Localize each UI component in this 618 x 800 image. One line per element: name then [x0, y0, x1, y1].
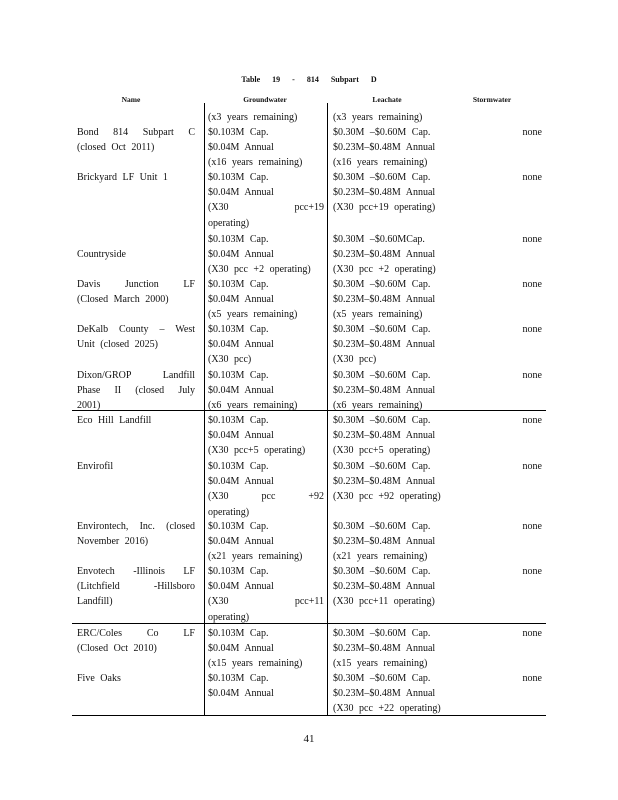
- cell-line: $0.23M–$0.48M Annual: [333, 430, 436, 442]
- cell-line: $0.30M –$0.60MCap.: [333, 234, 425, 245]
- cell-line: (X30 pcc+5 operating): [208, 445, 306, 457]
- cell-line: $0.04M Annual: [208, 187, 274, 199]
- cell-line: $0.30M –$0.60M Cap.: [333, 370, 431, 381]
- stormwater-cell: none: [522, 324, 542, 335]
- cell-line: $0.23M–$0.48M Annual: [333, 249, 436, 261]
- cell-line: (Litchfield -Hillsboro: [77, 581, 195, 593]
- cell-line: (Closed March 2000): [77, 294, 169, 306]
- leachate-cell: [333, 459, 469, 505]
- groundwater-cell: [208, 564, 328, 625]
- cell-line: (closed Oct 2011): [77, 142, 155, 154]
- cell-line: DeKalb County – West: [77, 324, 195, 335]
- leachate-cell: [333, 626, 469, 672]
- stormwater-cell: none: [522, 566, 542, 577]
- groundwater-cell: [208, 110, 328, 125]
- name-cell: [77, 626, 195, 656]
- cell-line: Bond 814 Subpart C: [77, 127, 195, 138]
- cell-line: $0.30M –$0.60M Cap.: [333, 673, 431, 684]
- groundwater-cell: [208, 277, 328, 323]
- cell-line: (X30 pcc +22 operating): [333, 703, 441, 715]
- leachate-cell: [333, 368, 469, 414]
- cell-line: (x3 years remaining): [333, 112, 423, 123]
- name-cell: [77, 671, 195, 686]
- cell-line: Five Oaks: [77, 673, 121, 684]
- cell-line: Phase II (closed July: [77, 385, 195, 397]
- stormwater-cell: none: [522, 370, 542, 381]
- name-cell: [77, 564, 195, 610]
- groundwater-cell: [208, 413, 328, 459]
- cell-line: $0.103M Cap.: [208, 521, 269, 532]
- groundwater-cell: [208, 626, 328, 672]
- cell-line: (X30 pcc +2 operating): [208, 264, 311, 276]
- cell-line: $0.30M –$0.60M Cap.: [333, 628, 431, 639]
- cell-line: $0.30M –$0.60M Cap.: [333, 279, 431, 290]
- cell-line: $0.04M Annual: [208, 476, 274, 488]
- stormwater-cell: none: [522, 127, 542, 138]
- cell-line: (x6 years remaining): [208, 400, 298, 412]
- cell-line: Brickyard LF Unit 1: [77, 172, 168, 183]
- cell-line: $0.103M Cap.: [208, 566, 269, 577]
- cell-line: (x5 years remaining): [333, 309, 423, 321]
- cell-line: (X30 pcc+11: [208, 596, 324, 608]
- stormwater-cell: none: [522, 279, 542, 290]
- cell-line: $0.30M –$0.60M Cap.: [333, 566, 431, 577]
- stormwater-cell: none: [522, 628, 542, 639]
- cell-line: (X30 pcc +92: [208, 491, 324, 503]
- cell-line: $0.04M Annual: [208, 294, 274, 306]
- groundwater-cell: [208, 170, 328, 231]
- leachate-cell: [333, 232, 469, 278]
- cell-line: $0.23M–$0.48M Annual: [333, 385, 436, 397]
- cell-line: $0.103M Cap.: [208, 628, 269, 639]
- column-header-leachate: Leachate: [372, 95, 402, 104]
- cell-line: $0.23M–$0.48M Annual: [333, 339, 436, 351]
- cell-line: $0.30M –$0.60M Cap.: [333, 324, 431, 335]
- cell-line: operating): [208, 217, 250, 229]
- cell-line: $0.23M–$0.48M Annual: [333, 187, 436, 199]
- groundwater-cell: [208, 125, 328, 171]
- cell-line: $0.103M Cap.: [208, 279, 269, 290]
- cell-line: $0.30M –$0.60M Cap.: [333, 127, 431, 138]
- page-number: 41: [303, 733, 315, 745]
- cell-line: (X30 pcc +2 operating): [333, 264, 436, 276]
- leachate-cell: [333, 671, 469, 717]
- stormwater-cell: none: [522, 234, 542, 245]
- stormwater-cell: none: [522, 415, 542, 426]
- table-title: Table 19 - 814 Subpart D: [241, 75, 377, 84]
- cell-line: $0.23M–$0.48M Annual: [333, 688, 436, 700]
- cell-line: (X30 pcc): [333, 354, 377, 366]
- stormwater-cell: none: [522, 673, 542, 684]
- cell-line: $0.103M Cap.: [208, 172, 269, 183]
- stormwater-cell: none: [522, 461, 542, 472]
- name-cell: [77, 232, 195, 262]
- cell-line: (X30 pcc +92 operating): [333, 491, 441, 503]
- leachate-cell: [333, 413, 469, 459]
- cell-line: $0.30M –$0.60M Cap.: [333, 415, 431, 426]
- stormwater-cell: none: [522, 172, 542, 183]
- cell-line: ERC/Coles Co LF: [77, 628, 195, 639]
- cell-line: Unit (closed 2025): [77, 339, 158, 351]
- cell-line: (x15 years remaining): [208, 658, 303, 670]
- name-cell: [77, 125, 195, 155]
- cell-line: (X30 pcc+5 operating): [333, 445, 431, 457]
- leachate-cell: [333, 170, 469, 216]
- leachate-cell: [333, 110, 469, 125]
- cell-line: (x16 years remaining): [208, 157, 303, 169]
- cell-line: $0.30M –$0.60M Cap.: [333, 461, 431, 472]
- cell-line: $0.103M Cap.: [208, 461, 269, 472]
- cell-line: operating): [208, 506, 250, 518]
- name-cell: [77, 459, 195, 474]
- column-header-groundwater: Groundwater: [243, 95, 287, 104]
- cell-line: operating): [208, 611, 250, 623]
- cell-line: $0.103M Cap.: [208, 673, 269, 684]
- cell-line: (x3 years remaining): [208, 112, 298, 123]
- name-cell: [77, 322, 195, 352]
- cell-line: Eco Hill Landfill: [77, 415, 152, 426]
- cell-line: (x21 years remaining): [208, 551, 303, 563]
- cell-line: $0.23M–$0.48M Annual: [333, 581, 436, 593]
- leachate-cell: [333, 277, 469, 323]
- cell-line: [77, 232, 195, 247]
- cell-line: $0.103M Cap.: [208, 370, 269, 381]
- cell-line: (X30 pcc+19 operating): [333, 202, 436, 214]
- cell-line: $0.103M Cap.: [208, 234, 269, 245]
- cell-line: $0.103M Cap.: [208, 127, 269, 138]
- cell-line: Dixon/GROP Landfill: [77, 370, 195, 381]
- cell-line: (X30 pcc): [208, 354, 252, 366]
- groundwater-cell: [208, 368, 328, 414]
- cell-line: Landfill): [77, 596, 113, 608]
- cell-line: $0.103M Cap.: [208, 324, 269, 335]
- groundwater-cell: [208, 322, 328, 368]
- cell-line: $0.04M Annual: [208, 142, 274, 154]
- cell-line: Countryside: [77, 249, 126, 261]
- groundwater-cell: [208, 232, 328, 278]
- leachate-cell: [333, 322, 469, 368]
- cell-line: $0.04M Annual: [208, 385, 274, 397]
- cell-line: $0.23M–$0.48M Annual: [333, 476, 436, 488]
- cell-line: $0.04M Annual: [208, 430, 274, 442]
- leachate-cell: [333, 564, 469, 610]
- cell-line: (x6 years remaining): [333, 400, 423, 412]
- stormwater-cell: none: [522, 521, 542, 532]
- table-bottom-border: [72, 715, 546, 716]
- cell-line: $0.30M –$0.60M Cap.: [333, 521, 431, 532]
- cell-line: (x15 years remaining): [333, 658, 428, 670]
- name-cell: [77, 170, 195, 185]
- cell-line: Envotech -Illinois LF: [77, 566, 195, 577]
- cell-line: $0.23M–$0.48M Annual: [333, 643, 436, 655]
- cell-line: (x5 years remaining): [208, 309, 298, 321]
- leachate-cell: [333, 125, 469, 171]
- groundwater-cell: [208, 519, 328, 565]
- column-header-name: Name: [121, 95, 141, 104]
- cell-line: $0.103M Cap.: [208, 415, 269, 426]
- name-cell: [77, 413, 195, 428]
- cell-line: $0.04M Annual: [208, 339, 274, 351]
- cell-line: Environtech, Inc. (closed: [77, 521, 195, 532]
- cell-line: $0.23M–$0.48M Annual: [333, 142, 436, 154]
- cell-line: $0.04M Annual: [208, 249, 274, 261]
- name-cell: [77, 277, 195, 307]
- name-cell: [77, 519, 195, 549]
- groundwater-cell: [208, 671, 328, 701]
- cell-line: (Closed Oct 2010): [77, 643, 157, 655]
- cell-line: $0.04M Annual: [208, 536, 274, 548]
- cell-line: Davis Junction LF: [77, 279, 195, 290]
- cell-line: November 2016): [77, 536, 149, 548]
- leachate-cell: [333, 519, 469, 565]
- cell-line: (x16 years remaining): [333, 157, 428, 169]
- cell-line: (x21 years remaining): [333, 551, 428, 563]
- column-header-stormwater: Stormwater: [472, 95, 512, 104]
- cell-line: $0.23M–$0.48M Annual: [333, 536, 436, 548]
- cell-line: $0.30M –$0.60M Cap.: [333, 172, 431, 183]
- cell-line: 2001): [77, 400, 101, 412]
- groundwater-cell: [208, 459, 328, 520]
- cell-line: Envirofil: [77, 461, 114, 472]
- name-cell: [77, 368, 195, 414]
- cell-line: (X30 pcc+11 operating): [333, 596, 435, 608]
- cell-line: $0.04M Annual: [208, 688, 274, 700]
- cell-line: $0.23M–$0.48M Annual: [333, 294, 436, 306]
- cell-line: $0.04M Annual: [208, 643, 274, 655]
- cell-line: $0.04M Annual: [208, 581, 274, 593]
- cell-line: (X30 pcc+19: [208, 202, 324, 214]
